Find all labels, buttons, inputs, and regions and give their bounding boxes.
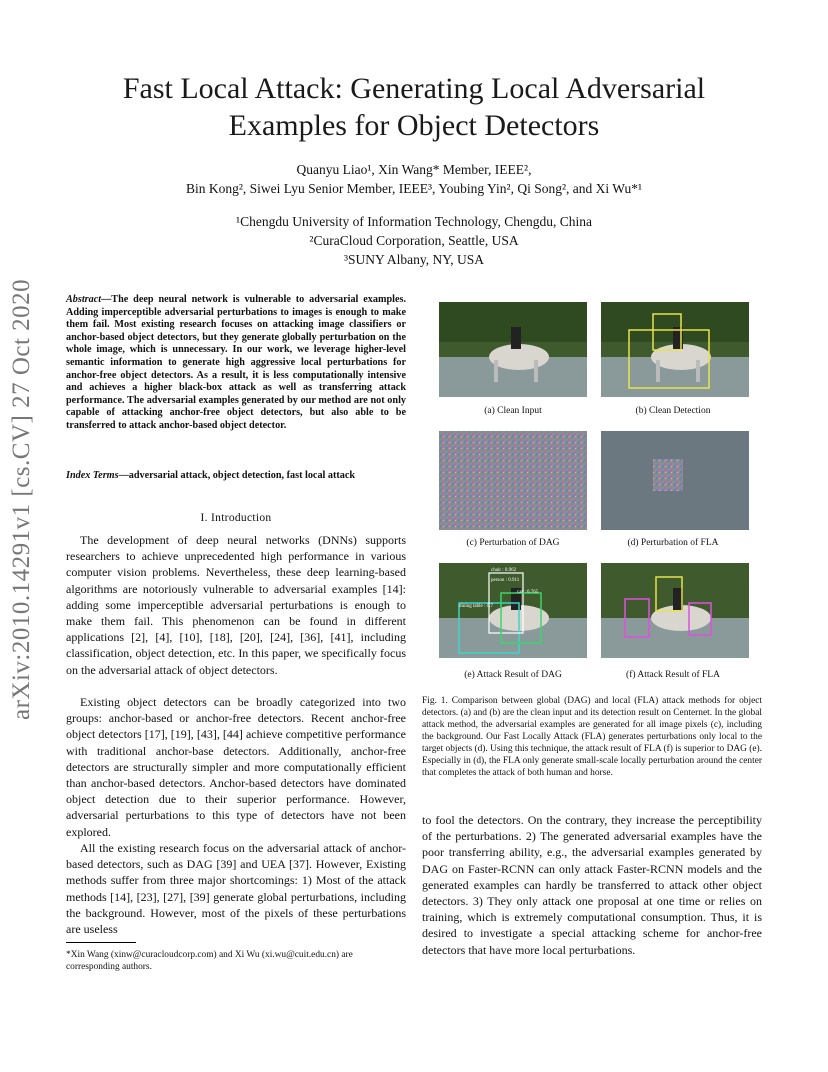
title-line-1: Fast Local Attack: Generating Local Adversarial [122, 72, 706, 105]
intro-paragraph-3: All the existing research focus on the adversarial attack of anchor-based detectors, such as DAG [39] and UEA [37]. However, Existing methods suffer from three major shortcomings: 1) Most of the attack methods [14], [23], [27], [39] generate global perturbations, including the background. However, most of the pixels of these perturbations are useless [66, 841, 406, 937]
figure-panel-a [439, 302, 587, 397]
figure-panel-f [601, 563, 749, 658]
subcaption-c: (c) Perturbation of DAG [466, 538, 560, 548]
abstract [66, 294, 406, 433]
subcaption-b: (b) Clean Detection [635, 406, 711, 416]
abstract-label: Abstract [66, 294, 102, 305]
arxiv-identifier: arXiv:2010.14291v1 [cs.CV] 27 Oct 2020 [8, 278, 35, 720]
figure-panel-c [439, 431, 587, 530]
detection-label-e3: car : 0.765 [517, 590, 539, 595]
subcaption-f: (f) Attack Result of FLA [626, 670, 720, 680]
figure-panel-e [439, 563, 587, 658]
column2-paragraph: to fool the detectors. On the contrary, they increase the perceptibility of the perturbations. 2) The generated adversarial examples have the poor transferring ability, e.g., the adversarial examples generated by DAG on Faster-RCNN can only attack Faster-RCNN models and the generated examples can hardly be transferred to attack other object detectors. 3) They only attack one proposal at one time or relies on training, which is extremely computational consumption. Thus, it is desired to investigate a special attacking scheme for anchor-free detectors that have more local perturbations. [422, 813, 762, 957]
abstract-text: —The deep neural network is vulnerable to adversarial examples. Adding imperceptible adversarial perturbations to images is enough to make them fail. Most existing research focuses on attacking image classifiers or anchor-based object detectors, but they generate globally perturbation on the whole image, which is unnecessary. In our work, we leverage higher-level semantic information to generate high aggressive local perturbations for anchor-free object detectors. As a result, it is less computationally intensive and achieves a higher black-box attack as well as transferring attack performance. The adversarial examples generated by our method are not only capable of attacking anchor-free object detectors, but also able to be transferred to attack anchor-based object detector. [66, 294, 406, 431]
detection-label-e4: dining table : 0.7 [459, 604, 493, 609]
authors [100, 160, 728, 198]
affiliation-1: ¹Chengdu University of Information Technology, Chengdu, China [236, 214, 592, 229]
index-terms-label: Index Terms [66, 470, 119, 481]
footnote: *Xin Wang (xinw@curacloudcorp.com) and Xi Wu (xi.wu@cuit.edu.cn) are corresponding authors. [66, 950, 353, 972]
figure-caption: Fig. 1. Comparison between global (DAG) and local (FLA) attack methods for object detectors. (a) and (b) are the clean input and its detection result on Centernet. In the global attack method, the adversarial examples are generated for all image pixels (c), including the background. Our Fast Locally Attack (FLA) generates perturbations only local to the target objects (d). Using this technique, the attack result of FLA (f) is superior to DAG (e). Especially in (d), the FLA only generate small-scale locally perturbation around the center that completes the attack of both human and horse. [422, 696, 762, 778]
footnote-rule [66, 942, 136, 943]
title-line-2: Examples for Object Detectors [228, 109, 600, 142]
section-heading: I. Introduction [200, 512, 272, 524]
intro-paragraph-2: Existing object detectors can be broadly categorized into two groups: anchor-based or anchor-free detectors. Recent anchor-free object detectors [17], [19], [43], [44] achieve competitive performance with traditional anchor-base detectors. Additionally, anchor-free detectors are structurally simpler and more computationally efficient than anchor-based detectors. Anchor-based detectors have dominated object detection due to their superior performance. However, adversarial perturbations to this type of detectors have not been explored. [66, 695, 406, 839]
detection-label-e1: chair : 0.962 [491, 568, 517, 573]
detection-label-e2: person : 0.911 [491, 578, 520, 583]
index-terms-text: —adversarial attack, object detection, fast local attack [118, 470, 356, 481]
intro-paragraph-1: The development of deep neural networks (DNNs) supports researchers to achieve unprecedented high performance in various computer vision problems. Nevertheless, these deep learning-based algorithms are notoriously vulnerable to adversarial examples [14]: adding some imperceptible adversarial perturbations is enough to make them fail. This phenomenon can be found in different applications [2], [4], [10], [18], [20], [24], [36], [41], including classification, object detection, etc. In this paper, we specifically focus on the adversarial attack of object detectors. [66, 533, 406, 677]
figure-panel-b [601, 302, 749, 397]
index-terms [66, 470, 406, 483]
authors-line-2: Bin Kong², Siwei Lyu Senior Member, IEEE³, Youbing Yin², Qi Song², and Xi Wu*¹ [185, 181, 643, 196]
affiliation-2: ²CuraCloud Corporation, Seattle, USA [309, 233, 519, 248]
subcaption-e: (e) Attack Result of DAG [464, 670, 562, 680]
subcaption-a: (a) Clean Input [484, 406, 542, 416]
figure-panel-d [601, 431, 749, 530]
paper-title [60, 70, 768, 144]
affiliations [100, 212, 728, 269]
authors-line-1: Quanyu Liao¹, Xin Wang* Member, IEEE², [296, 162, 532, 177]
affiliation-3: ³SUNY Albany, NY, USA [343, 252, 485, 267]
subcaption-d: (d) Perturbation of FLA [627, 538, 719, 548]
